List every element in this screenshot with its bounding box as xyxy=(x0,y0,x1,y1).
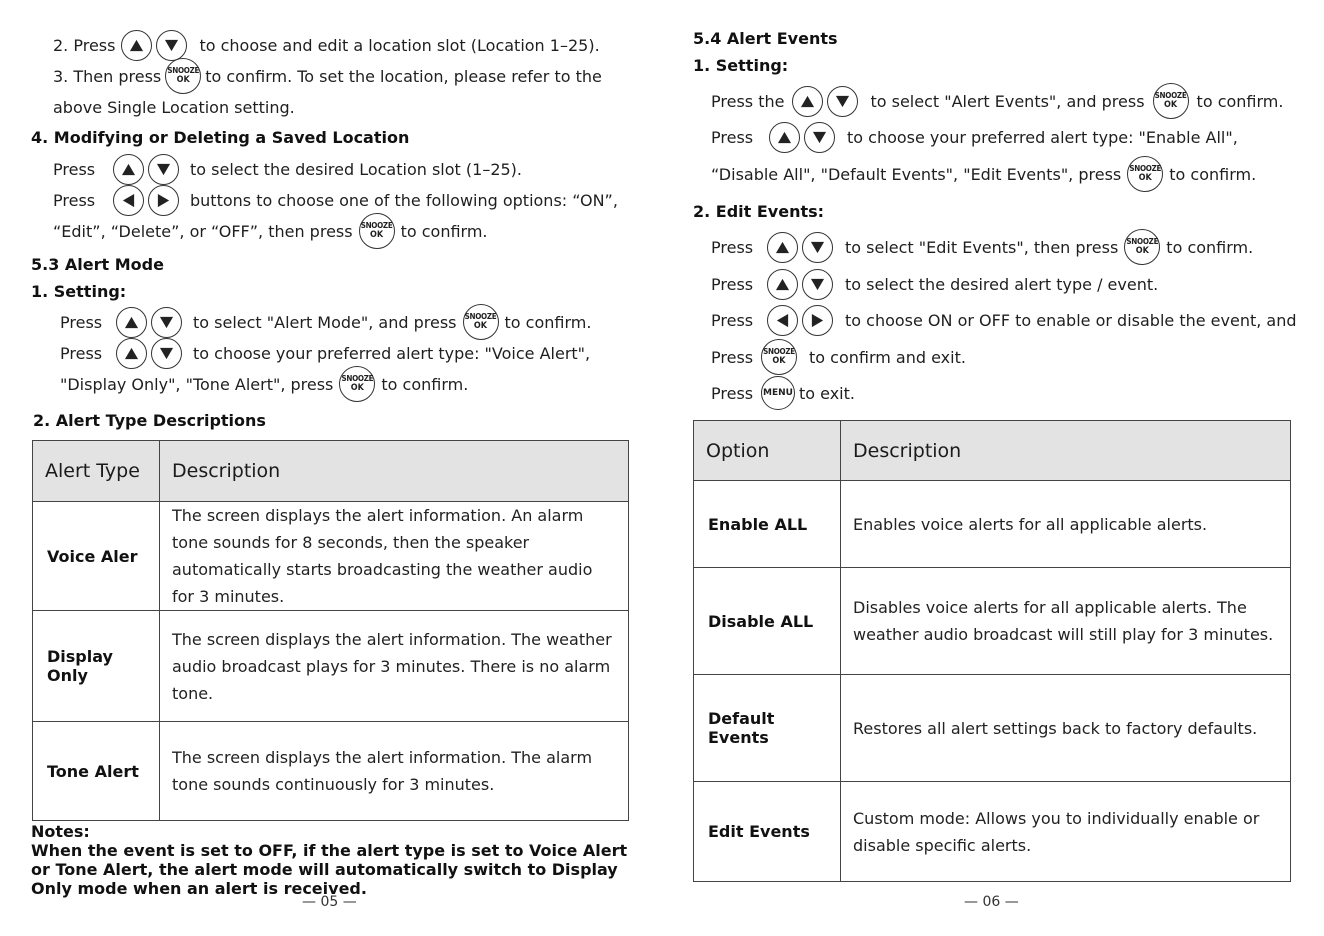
left-right-buttons xyxy=(765,305,835,336)
table-row xyxy=(694,782,1291,882)
table-header-row xyxy=(33,441,629,502)
up-down-buttons xyxy=(790,86,860,117)
column-header: Description xyxy=(841,421,1291,481)
instruction-text: Press xyxy=(711,237,754,257)
up-down-buttons xyxy=(767,122,837,153)
option-cell: Edit Events xyxy=(694,782,841,882)
down-arrow-icon xyxy=(151,338,182,369)
notes-block xyxy=(31,822,641,898)
instruction-text: to confirm. xyxy=(1166,237,1254,257)
instruction-line xyxy=(60,368,468,400)
option-cell: Enable ALL xyxy=(694,481,841,568)
down-arrow-icon xyxy=(804,122,835,153)
option-cell: Default Events xyxy=(694,675,841,782)
instruction-line xyxy=(711,341,966,373)
down-arrow-icon xyxy=(802,232,833,263)
instruction-line xyxy=(60,337,590,369)
up-down-buttons xyxy=(765,269,835,300)
section-heading: 4. Modifying or Deleting a Saved Location xyxy=(31,128,410,147)
notes-title: Notes: xyxy=(31,822,90,841)
instruction-line xyxy=(53,91,295,123)
section-heading: 5.4 Alert Events xyxy=(693,29,838,48)
instruction-text: to confirm and exit. xyxy=(809,347,966,367)
snooze-ok-icon: SNOOZE OK xyxy=(1124,229,1160,265)
down-arrow-icon xyxy=(802,269,833,300)
instruction-line xyxy=(711,158,1256,190)
right-arrow-icon xyxy=(148,185,179,216)
snooze-ok-icon: SNOOZE OK xyxy=(359,213,395,249)
left-arrow-icon xyxy=(113,185,144,216)
table-row xyxy=(33,722,629,821)
page-number: — 06 — xyxy=(964,894,1019,910)
page-number: — 05 — xyxy=(302,894,357,910)
snooze-ok-icon: SNOOZE OK xyxy=(165,58,201,94)
instruction-text: "Display Only", "Tone Alert", press xyxy=(60,374,334,394)
instruction-text: to choose ON or OFF to enable or disable the event, and xyxy=(845,310,1297,330)
up-down-buttons xyxy=(111,154,181,185)
instruction-text: to exit. xyxy=(799,383,855,403)
instruction-text: “Disable All", "Default Events", "Edit Events", press xyxy=(711,164,1122,184)
snooze-ok-icon: SNOOZE OK xyxy=(761,339,797,375)
section-heading: 2. Alert Type Descriptions xyxy=(33,411,266,430)
instruction-text: buttons to choose one of the following options: “ON”, xyxy=(190,190,618,210)
description-cell: Disables voice alerts for all applicable alerts. The weather audio broadcast will still play for 3 minutes. xyxy=(841,568,1291,675)
instruction-text: to select "Edit Events", then press xyxy=(845,237,1119,257)
alert-type-cell: Display Only xyxy=(33,611,160,722)
alert-events-table xyxy=(693,420,1291,882)
snooze-ok-icon: SNOOZE OK xyxy=(1127,156,1163,192)
up-down-buttons xyxy=(114,338,184,369)
section-heading: 1. Setting: xyxy=(31,282,127,301)
instruction-line xyxy=(711,85,1283,117)
up-arrow-icon xyxy=(792,86,823,117)
down-arrow-icon xyxy=(827,86,858,117)
description-cell: Enables voice alerts for all applicable alerts. xyxy=(841,481,1291,568)
snooze-ok-icon: SNOOZE OK xyxy=(1153,83,1189,119)
instruction-line xyxy=(711,121,1238,153)
left-arrow-icon xyxy=(767,305,798,336)
alert-type-table xyxy=(32,440,629,821)
instruction-line xyxy=(53,153,522,185)
instruction-text: to confirm. To set the location, please refer to the xyxy=(205,66,602,86)
instruction-line xyxy=(711,268,1158,300)
menu-button-icon: MENU xyxy=(761,376,795,410)
snooze-ok-icon: SNOOZE OK xyxy=(463,304,499,340)
instruction-text: “Edit”, “Delete”, or “OFF”, then press xyxy=(53,221,353,241)
column-header: Option xyxy=(694,421,841,481)
instruction-text: Press xyxy=(711,127,754,147)
instruction-text: to select the desired alert type / event. xyxy=(845,274,1159,294)
left-right-buttons xyxy=(111,185,181,216)
instruction-line xyxy=(60,306,591,338)
instruction-text: Press xyxy=(711,310,754,330)
up-arrow-icon xyxy=(767,232,798,263)
up-arrow-icon xyxy=(113,154,144,185)
instruction-text: above Single Location setting. xyxy=(53,97,295,117)
right-arrow-icon xyxy=(802,305,833,336)
right-page xyxy=(662,0,1324,936)
up-arrow-icon xyxy=(121,30,152,61)
instruction-text: Press xyxy=(60,343,103,363)
instruction-text: to select "Alert Mode", and press xyxy=(193,312,457,332)
up-arrow-icon xyxy=(767,269,798,300)
down-arrow-icon xyxy=(156,30,187,61)
alert-type-cell: Voice Aler xyxy=(33,502,160,611)
up-arrow-icon xyxy=(769,122,800,153)
instruction-text: to select the desired Location slot (1–25). xyxy=(190,159,523,179)
table-row xyxy=(33,502,629,611)
description-cell: Restores all alert settings back to factory defaults. xyxy=(841,675,1291,782)
instruction-line xyxy=(711,231,1253,263)
table-row xyxy=(694,675,1291,782)
table-row xyxy=(694,568,1291,675)
up-down-buttons xyxy=(765,232,835,263)
column-header: Alert Type xyxy=(33,441,160,502)
instruction-text: Press xyxy=(53,159,96,179)
table-row xyxy=(694,481,1291,568)
instruction-text: Press xyxy=(711,347,754,367)
instruction-text: 2. Press xyxy=(53,35,116,55)
instruction-text: to choose your preferred alert type: "Voice Alert", xyxy=(193,343,591,363)
section-heading: 5.3 Alert Mode xyxy=(31,255,164,274)
description-cell: The screen displays the alert information. An alarm tone sounds for 8 seconds, then the speaker automatically starts broadcasting the weather audio for 3 minutes. xyxy=(160,502,629,611)
instruction-text: to choose your preferred alert type: "Enable All", xyxy=(847,127,1238,147)
instruction-text: to confirm. xyxy=(504,312,592,332)
instruction-line xyxy=(53,184,618,216)
down-arrow-icon xyxy=(148,154,179,185)
instruction-text: Press xyxy=(711,274,754,294)
instruction-line xyxy=(53,29,600,61)
instruction-text: Press xyxy=(711,383,754,403)
section-heading: 1. Setting: xyxy=(693,56,789,75)
instruction-text: Press xyxy=(60,312,103,332)
instruction-text: to choose and edit a location slot (Location 1–25). xyxy=(199,35,600,55)
up-arrow-icon xyxy=(116,338,147,369)
description-cell: Custom mode: Allows you to individually enable or disable specific alerts. xyxy=(841,782,1291,882)
up-down-buttons xyxy=(114,307,184,338)
instruction-text: to select "Alert Events", and press xyxy=(870,91,1145,111)
table-header-row xyxy=(694,421,1291,481)
down-arrow-icon xyxy=(151,307,182,338)
snooze-ok-icon: SNOOZE OK xyxy=(339,366,375,402)
alert-type-cell: Tone Alert xyxy=(33,722,160,821)
column-header: Description xyxy=(160,441,629,502)
description-cell: The screen displays the alert information. The weather audio broadcast plays for 3 minutes. There is no alarm tone. xyxy=(160,611,629,722)
instruction-text: to confirm. xyxy=(400,221,488,241)
table-row xyxy=(33,611,629,722)
up-arrow-icon xyxy=(116,307,147,338)
instruction-line xyxy=(53,215,488,247)
instruction-text: Press the xyxy=(711,91,785,111)
instruction-text: to confirm. xyxy=(1196,91,1284,111)
section-heading: 2. Edit Events: xyxy=(693,202,825,221)
instruction-line xyxy=(53,60,602,92)
description-cell: The screen displays the alert information. The alarm tone sounds continuously for 3 minutes. xyxy=(160,722,629,821)
instruction-line xyxy=(711,377,855,409)
instruction-line xyxy=(711,304,1297,336)
notes-body: When the event is set to OFF, if the alert type is set to Voice Alert or Tone Alert, the alert mode will automatically switch to Display Only mode when an alert is received. xyxy=(31,841,628,898)
instruction-text: to confirm. xyxy=(381,374,469,394)
option-cell: Disable ALL xyxy=(694,568,841,675)
up-down-buttons xyxy=(119,30,189,61)
instruction-text: 3. Then press xyxy=(53,66,162,86)
instruction-text: to confirm. xyxy=(1169,164,1257,184)
instruction-text: Press xyxy=(53,190,96,210)
